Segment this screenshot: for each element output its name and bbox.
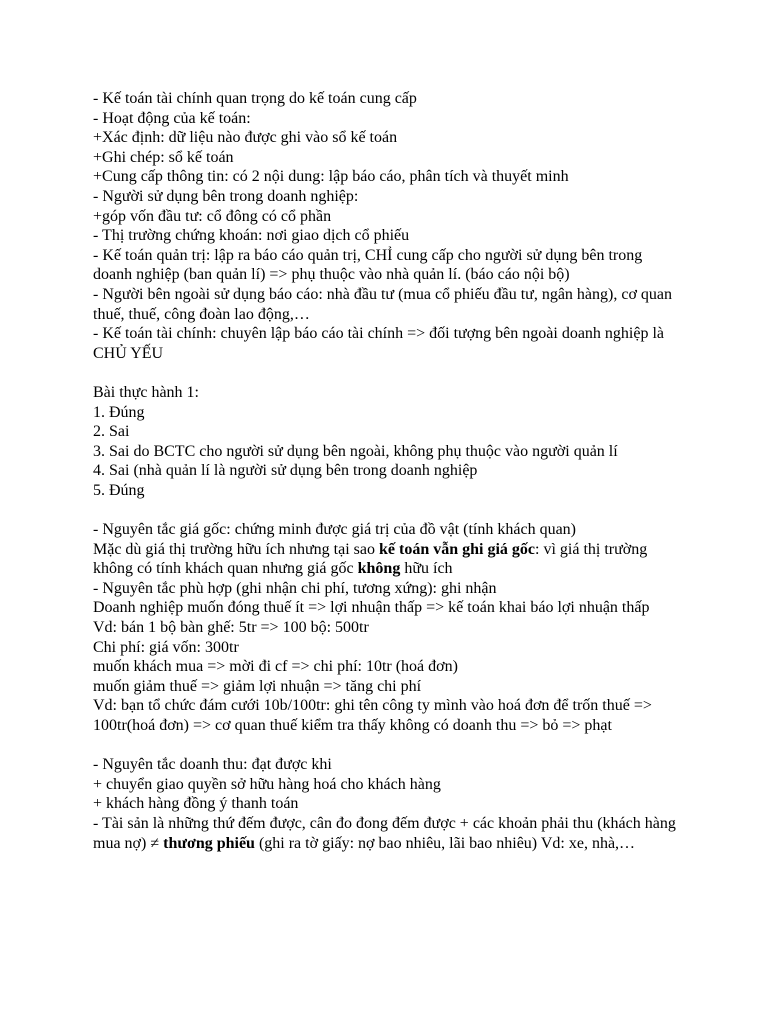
paragraph-gap [93, 736, 678, 756]
exercise-answer: 4. Sai (nhà quản lí là người sử dụng bên trong doanh nghiệp [93, 462, 478, 480]
text-run: - Tài sản là những thứ đếm được, cân đo đong đếm được + các khoản phải thu (khách hàng mua nợ) ≠ [93, 814, 676, 852]
exercise-answer: 5. Đúng [93, 481, 145, 499]
bold-text: kế toán vẫn ghi giá gốc [378, 540, 535, 558]
text-line: Doanh nghiệp muốn đóng thuế ít => lợi nhuận thấp => kế toán khai báo lợi nhuận thấp [93, 599, 650, 617]
paragraph-gap [93, 500, 678, 520]
text-line-mixed [93, 814, 678, 853]
text-line: Vd: bạn tổ chức đám cưới 10b/100tr: ghi tên công ty mình vào hoá đơn để trốn thuế => 100tr(hoá đơn) => cơ quan thuế kiểm tra thấy không có doanh thu => bỏ => phạt [93, 697, 652, 734]
text-run: hữu ích [400, 560, 453, 578]
paragraph-gap [93, 363, 678, 383]
bold-text: thương phiếu [163, 834, 255, 852]
text-line: muốn khách mua => mời đi cf => chi phí: 10tr (hoá đơn) [93, 658, 458, 676]
text-line: - Người sử dụng bên trong doanh nghiệp: [93, 187, 359, 205]
exercise-answer: 2. Sai [93, 423, 130, 441]
text-line: - Kế toán quản trị: lập ra báo cáo quản trị, CHỈ cung cấp cho người sử dụng bên trong doanh nghiệp (ban quản lí) => phụ thuộc vào nhà quản lí. (báo cáo nội bộ) [93, 246, 643, 284]
bold-text: không [357, 560, 401, 578]
text-run: : vì giá thị trường không có tính khách quan nhưng giá gốc [93, 540, 648, 578]
text-line: - Thị trường chứng khoán: nơi giao dịch cổ phiếu [93, 227, 410, 245]
text-line: - Người bên ngoài sử dụng báo cáo: nhà đầu tư (mua cổ phiếu đầu tư, ngân hàng), cơ quan thuế, thuế, công đoàn lao động,… [93, 285, 673, 323]
text-line: +Ghi chép: sổ kế toán [93, 148, 234, 166]
text-line-mixed [93, 540, 678, 579]
text-line: + khách hàng đồng ý thanh toán [93, 795, 299, 813]
section-accounting-overview [93, 89, 678, 363]
text-line: +góp vốn đầu tư: cổ đông có cổ phần [93, 207, 332, 225]
exercise-answer: 1. Đúng [93, 403, 145, 421]
text-line: - Nguyên tắc giá gốc: chứng minh được giá trị của đồ vật (tính khách quan) [93, 521, 576, 539]
text-line: muốn giảm thuế => giảm lợi nhuận => tăng chi phí [93, 677, 422, 695]
text-line: - Kế toán tài chính quan trọng do kế toán cung cấp [93, 90, 417, 107]
section-revenue-principle [93, 755, 678, 853]
section-exercise-1 [93, 383, 678, 501]
text-run: Mặc dù giá thị trường hữu ích nhưng tại sao [93, 540, 379, 558]
text-line: Chi phí: giá vốn: 300tr [93, 638, 239, 656]
text-line: Vd: bán 1 bộ bàn ghế: 5tr => 100 bộ: 500tr [93, 619, 369, 637]
text-line: + chuyển giao quyền sở hữu hàng hoá cho khách hàng [93, 775, 441, 793]
text-line: +Xác định: dữ liệu nào được ghi vào sổ kế toán [93, 129, 398, 147]
text-run: (ghi ra tờ giấy: nợ bao nhiêu, lãi bao nhiêu) Vd: xe, nhà,… [254, 834, 636, 852]
exercise-title: Bài thực hành 1: [93, 383, 199, 401]
section-principles [93, 520, 678, 736]
text-line: - Kế toán tài chính: chuyên lập báo cáo tài chính => đối tượng bên ngoài doanh nghiệp là CHỦ YẾU [93, 325, 665, 362]
text-line: - Nguyên tắc doanh thu: đạt được khi [93, 756, 332, 774]
document-body [93, 89, 678, 853]
text-line: +Cung cấp thông tin: có 2 nội dung: lập báo cáo, phân tích và thuyết minh [93, 168, 569, 186]
text-line: - Hoạt động của kế toán: [93, 109, 251, 127]
text-line: - Nguyên tắc phù hợp (ghi nhận chi phí, tương xứng): ghi nhận [93, 579, 497, 597]
exercise-answer: 3. Sai do BCTC cho người sử dụng bên ngoài, không phụ thuộc vào người quản lí [93, 442, 618, 460]
